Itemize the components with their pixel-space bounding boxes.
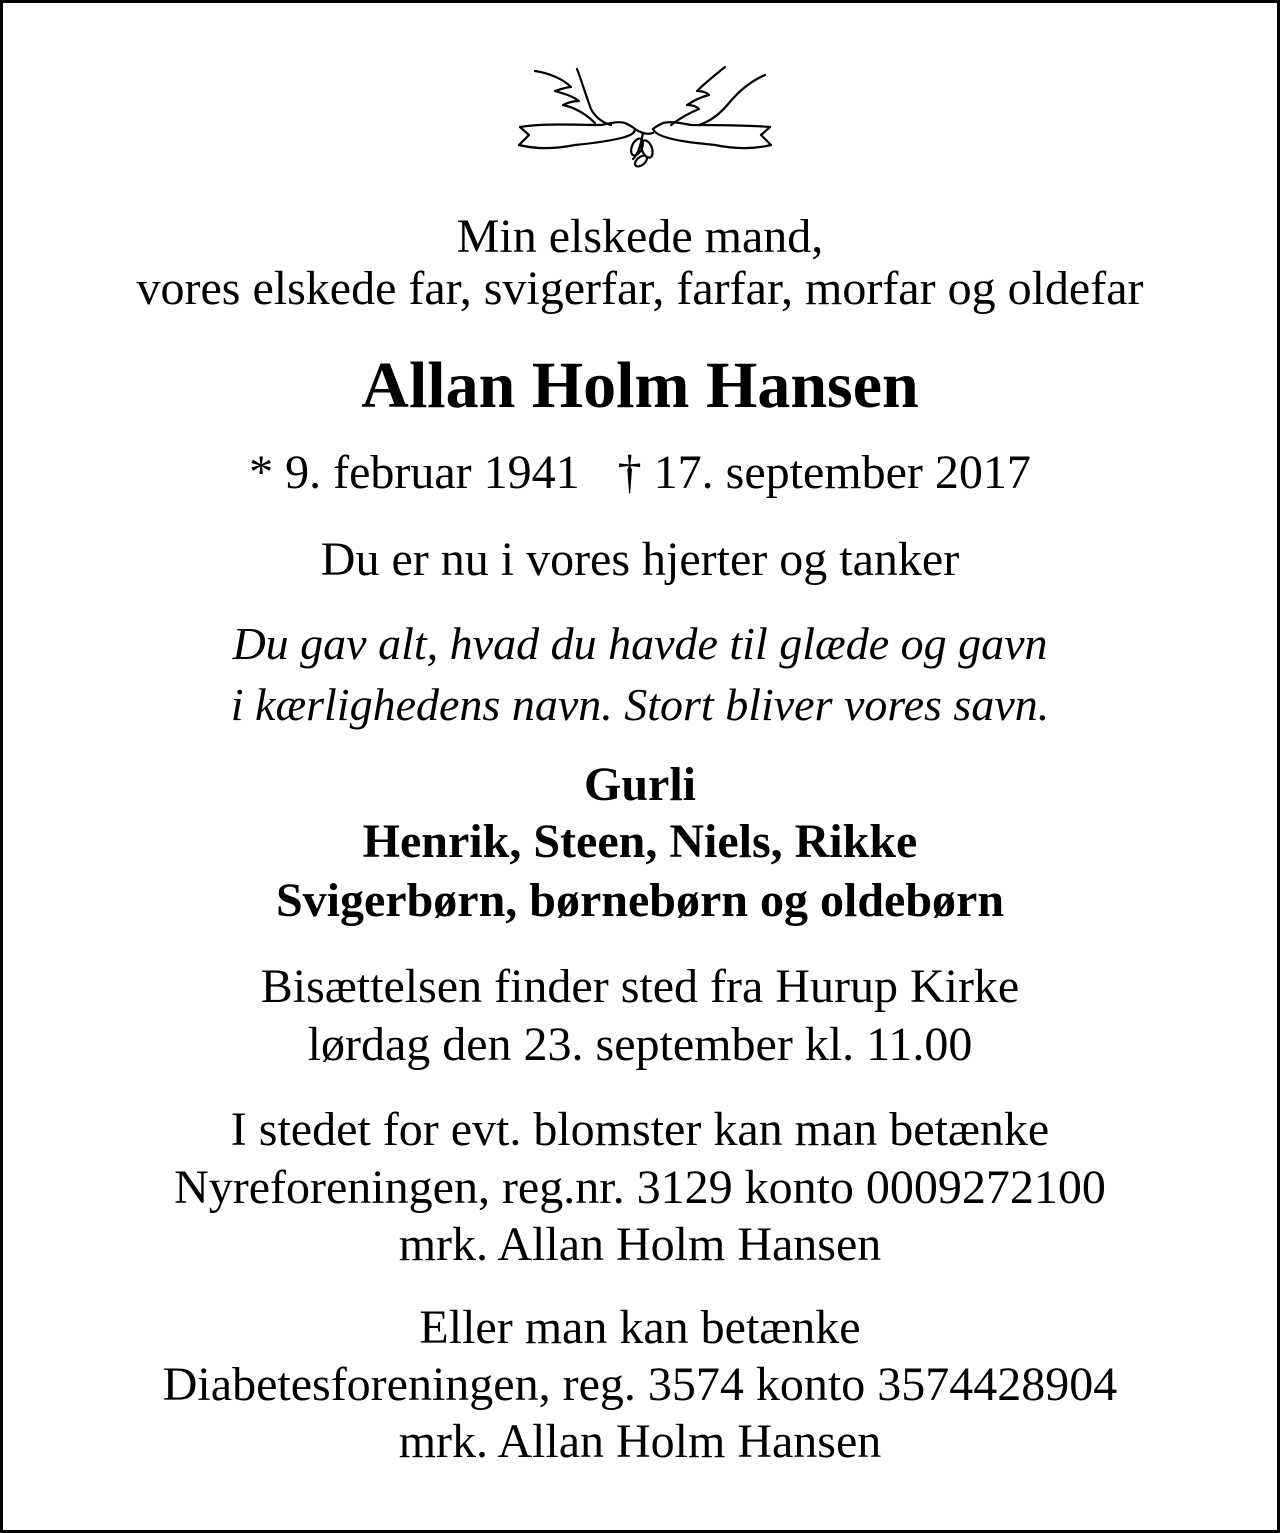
donation2-line-2: Diabetesforeningen, reg. 3574 konto 3574428904 bbox=[162, 1358, 1118, 1411]
donation1-line-2: Nyreforeningen, reg.nr. 3129 konto 0009272100 bbox=[174, 1161, 1106, 1214]
two-doves-with-olive-branch-icon bbox=[515, 61, 775, 171]
birth-symbol: * bbox=[249, 446, 274, 499]
deceased-name: Allan Holm Hansen bbox=[361, 349, 919, 422]
family-line-1: Gurli bbox=[583, 758, 696, 811]
donation1-line-1: I stedet for evt. blomster kan man betænke bbox=[230, 1103, 1050, 1156]
intro-line-1: Min elskede mand, bbox=[456, 210, 824, 263]
funeral-line-1: Bisættelsen finder sted fra Hurup Kirke bbox=[260, 960, 1020, 1013]
family-line-2: Henrik, Steen, Niels, Rikke bbox=[362, 815, 918, 868]
donation2-line-3: mrk. Allan Holm Hansen bbox=[398, 1415, 882, 1468]
donation2-line-1: Eller man kan betænke bbox=[419, 1301, 861, 1354]
death-date: 17. september 2017 bbox=[653, 446, 1031, 499]
family-line-3: Svigerbørn, børnebørn og oldebørn bbox=[275, 874, 1005, 927]
life-dates bbox=[3, 446, 1277, 499]
birth-date: 9. februar 1941 bbox=[285, 446, 580, 499]
verse-line-1: Du gav alt, hvad du havde til glæde og gavn bbox=[232, 618, 1048, 669]
memorial-motto: Du er nu i vores hjerter og tanker bbox=[320, 533, 960, 586]
death-symbol: † bbox=[617, 446, 642, 499]
verse-line-2: i kærlighedens navn. Stort bliver vores savn. bbox=[230, 679, 1050, 730]
funeral-line-2: lørdag den 23. september kl. 11.00 bbox=[307, 1018, 973, 1071]
intro-line-2: vores elskede far, svigerfar, farfar, morfar og oldefar bbox=[136, 262, 1144, 315]
donation1-line-3: mrk. Allan Holm Hansen bbox=[398, 1218, 882, 1271]
